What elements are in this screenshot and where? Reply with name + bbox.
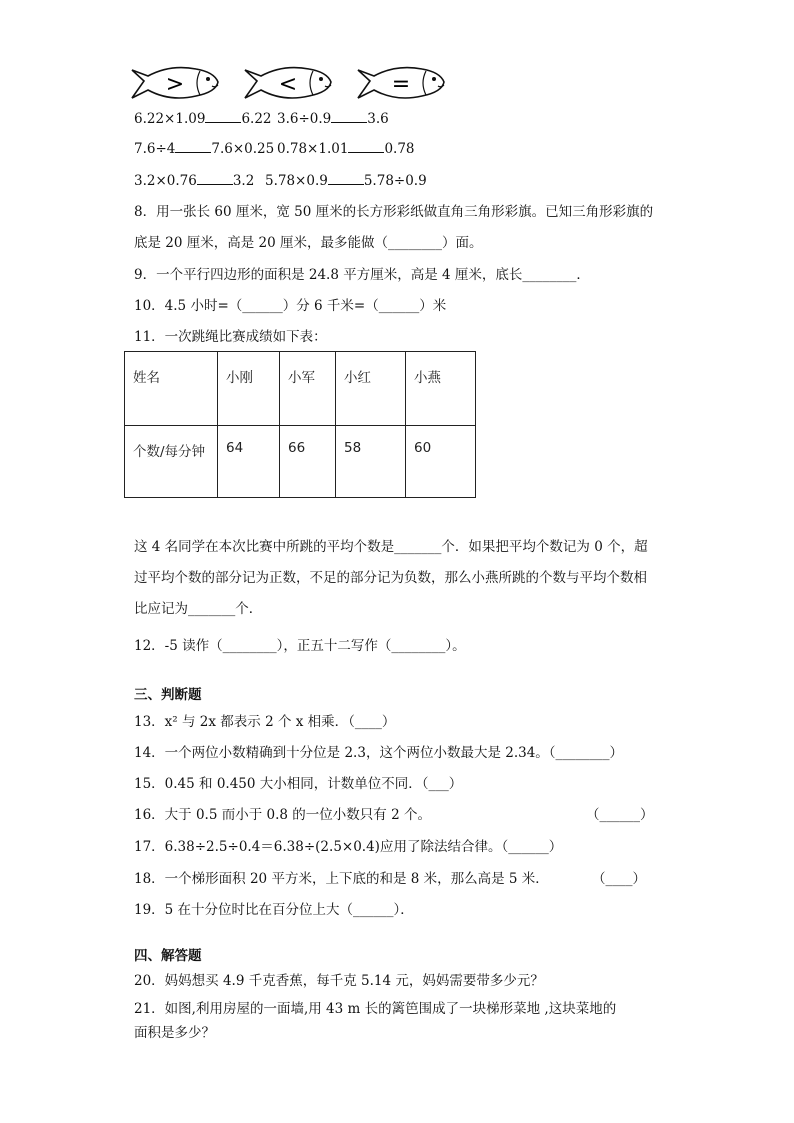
question-12: 12．-5 读作（________），正五十二写作（________）。 [134, 638, 466, 654]
compare-right: 3.6 [367, 111, 389, 127]
fish-symbol: > [165, 72, 185, 97]
compare-right: 7.6×0.25 [211, 141, 275, 157]
question-16-answer: （______） [586, 807, 654, 823]
table-cell: 个数/每分钟 [125, 426, 218, 498]
table-header-cell: 姓名 [125, 352, 218, 426]
compare-right: 5.78÷0.9 [363, 173, 427, 189]
table-cell: 66 [280, 426, 336, 498]
table-header-cell: 小燕 [406, 352, 476, 426]
compare-row [134, 110, 272, 128]
table-header-cell: 小军 [280, 352, 336, 426]
table-cell: 60 [406, 426, 476, 498]
compare-left: 7.6÷4 [134, 141, 176, 157]
compare-left: 0.78×1.01 [277, 141, 349, 157]
compare-left: 5.78×0.9 [265, 173, 328, 189]
question-18: 18．一个梯形面积 20 平方米，上下底的和是 8 米，那么高是 5 米． [134, 871, 549, 887]
question-11-line1: 这 4 名同学在本次比赛中所跳的平均个数是_______个．如果把平均个数记为 0 个，超 [134, 539, 648, 555]
compare-right: 0.78 [384, 141, 415, 157]
question-19: 19．5 在十分位时比在百分位上大（______）． [134, 902, 414, 918]
fish-less-than [243, 66, 335, 102]
question-20: 20．妈妈想买 4.9 千克香蕉，每千克 5.14 元，妈妈需要带多少元？ [134, 973, 544, 989]
score-table [124, 351, 476, 498]
compare-left: 6.22×1.09 [134, 111, 206, 127]
question-16: 16．大于 0.5 而小于 0.8 的一位小数只有 2 个。 [134, 807, 431, 823]
section-4-title: 四、解答题 [134, 948, 202, 964]
question-8-line1: 8．用一张长 60 厘米，宽 50 厘米的长方形彩纸做直角三角形彩旗。已知三角形彩旗的 [134, 204, 654, 220]
compare-left: 3.2×0.76 [134, 173, 197, 189]
compare-row [277, 140, 415, 158]
compare-row [265, 172, 427, 190]
compare-right: 6.22 [241, 111, 272, 127]
question-8-line2: 底是 20 厘米，高是 20 厘米，最多能做（________）面。 [134, 235, 483, 251]
table-cell: 64 [218, 426, 280, 498]
question-9: 9．一个平行四边形的面积是 24.8 平方厘米，高是 4 厘米，底长________． [134, 267, 590, 283]
question-10: 10．4.5 小时=（______）分 6 千米=（______）米 [134, 298, 447, 314]
question-11-intro: 11．一次跳绳比赛成绩如下表： [134, 329, 327, 345]
question-17: 17．6.38÷2.5÷0.4＝6.38÷(2.5×0.4)应用了除法结合律。（______） [134, 839, 563, 855]
question-13: 13．x² 与 2x 都表示 2 个 x 相乘．（____） [134, 714, 396, 730]
question-14: 14．一个两位小数精确到十分位是 2.3，这个两位小数最大是 2.34。（________） [134, 745, 624, 761]
question-11-line2: 过平均个数的部分记为正数，不足的部分记为负数，那么小燕所跳的个数与平均个数相 [134, 570, 647, 586]
section-3-title: 三、判断题 [134, 687, 202, 703]
compare-row [134, 140, 274, 158]
compare-row [134, 172, 254, 190]
compare-left: 3.6÷0.9 [277, 111, 332, 127]
fish-symbol: = [391, 72, 411, 97]
question-18-answer: （____） [592, 871, 646, 887]
question-15: 15．0.45 和 0.450 大小相同，计数单位不同．（___） [134, 776, 463, 792]
compare-right: 3.2 [232, 173, 255, 189]
table-header-cell: 小刚 [218, 352, 280, 426]
table-header-cell: 小红 [336, 352, 406, 426]
fish-symbol: < [278, 72, 298, 97]
question-11-line3: 比应记为_______个． [134, 601, 263, 617]
question-21-line1: 21．如图,利用房屋的一面墙,用 43 m 长的篱笆围成了一块梯形菜地 ,这块菜地的 [134, 1001, 617, 1017]
question-21-line2: 面积是多少？ [134, 1025, 215, 1041]
table-cell: 58 [336, 426, 406, 498]
fish-equals [356, 66, 448, 102]
fish-greater-than [130, 66, 222, 102]
compare-row [277, 110, 389, 128]
